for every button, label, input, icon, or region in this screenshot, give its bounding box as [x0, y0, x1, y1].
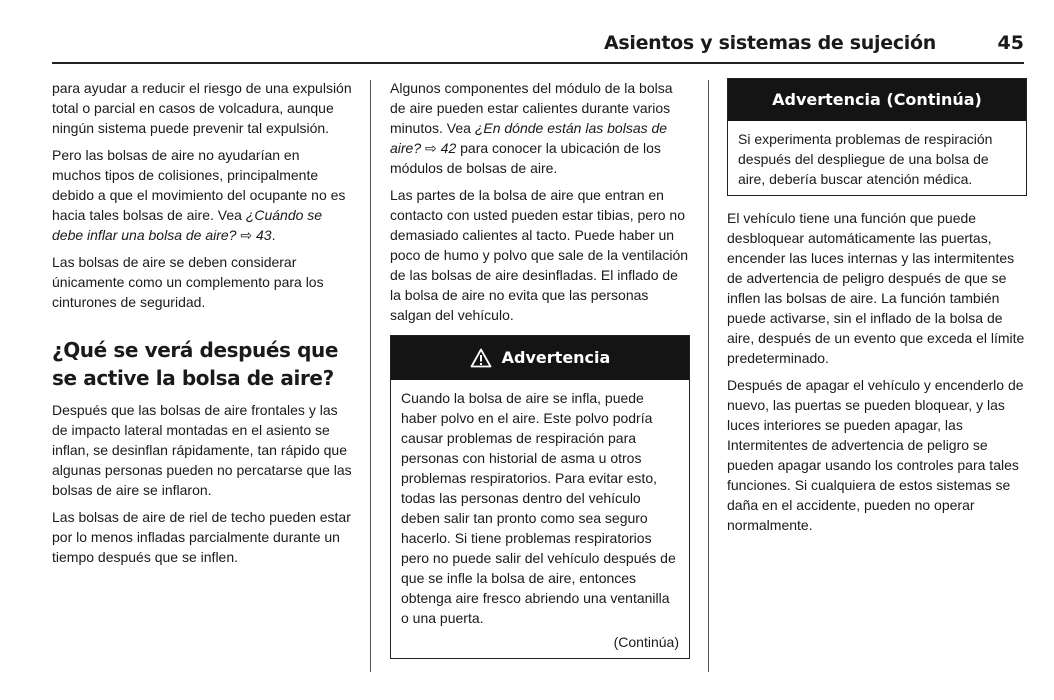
section-title: Asientos y sistemas de sujeción [603, 32, 936, 54]
paragraph [52, 145, 352, 245]
warning-title: Advertencia (Continúa) [772, 90, 982, 109]
cross-reference-title: ¿En dónde están las bolsas de aire? [390, 120, 668, 156]
warning-body [391, 380, 689, 658]
cross-reference-page: 43 [252, 227, 272, 243]
continues-label: (Continúa) [613, 634, 679, 650]
warning-body [728, 121, 1026, 195]
warning-header [728, 79, 1026, 121]
section-heading: ¿Qué se verá después que se active la bolsa de aire? [52, 338, 339, 390]
column-right [727, 78, 1027, 542]
arrow-right-icon: ⇨ [425, 140, 437, 156]
paragraph [390, 78, 690, 178]
arrow-right-icon: ⇨ [240, 227, 253, 243]
paragraph: Las partes de la bolsa de aire que entran en contacto con usted pueden estar tibias, pero no demasiado calientes al tacto. Puede haber un poco de humo y polvo que sale de la ventilación de las bolsas de aire desinfladas. El inflado de la bolsa de aire no evita que las personas salgan del vehículo. [390, 187, 689, 323]
warning-text: Cuando la bolsa de aire se infla, puede haber polvo en el aire. Este polvo podría causar problemas de respiración para personas con historial de asma u otros problemas respiratorios. Para evitar esto, todas las personas dentro del vehículo deben salir tan pronto como sea seguro hacerlo. Si tiene problemas respiratorios pero no puede salir del vehículo después de que se infle la bolsa de aire, entonces obtenga aire fresco abriendo una ventanilla o una puerta. [401, 390, 676, 626]
column-divider [370, 80, 371, 672]
paragraph: Las bolsas de aire se deben considerar únicamente como un complemento para los cinturones de seguridad. [52, 254, 324, 310]
paragraph: para ayudar a reducir el riesgo de una expulsión total o parcial en casos de volcadura, aunque ningún sistema puede prevenir tal expulsión. [52, 80, 352, 136]
column-middle [390, 78, 690, 659]
warning-triangle-icon [470, 348, 492, 368]
column-left [52, 78, 352, 574]
warning-box [390, 335, 690, 659]
paragraph: El vehículo tiene una función que puede desbloquear automáticamente las puertas, encender las luces internas y las intermitentes de advertencia de peligro después de que se inflen las bolsas de aire. La función también puede activarse, sin el inflado de la bolsa de aire, después de un evento que exceda el límite predeterminado. [727, 210, 1025, 366]
paragraph: Después de apagar el vehículo y encenderlo de nuevo, las puertas se pueden bloquear, y las luces interiores se pueden apagar, las Intermitentes de advertencia de peligro se pueden apagar usando los controles para tales funciones. Si cualquiera de estos sistemas se daña en el accidente, pueden no operar normalmente. [727, 377, 1024, 533]
column-divider [708, 80, 709, 672]
paragraph-text: para conocer la ubicación de los módulos de bolsas de aire. [390, 140, 661, 176]
cross-reference-page: 42 [436, 140, 457, 156]
paragraph-text: . [271, 227, 276, 243]
paragraph: Las bolsas de aire de riel de techo pueden estar por lo menos infladas parcialmente durante un tiempo después que se inflen. [52, 509, 351, 565]
page-header [52, 28, 1024, 64]
cross-reference-title: ¿Cuándo se debe inflar una bolsa de aire? [52, 207, 323, 243]
paragraph-text: Pero las bolsas de aire no ayudarían en muchos tipos de colisiones, principalmente debido a que el movimiento del ocupante no es hacia tales bolsas de aire. Vea [52, 147, 346, 223]
warning-title: Advertencia [501, 348, 611, 367]
paragraph: Después que las bolsas de aire frontales y las de impacto lateral montadas en el asiento se inflan, se desinflan rápidamente, tan rápido que algunas personas pueden no percatarse que las bolsas de aire se inflaron. [52, 402, 352, 498]
paragraph-text: Algunos componentes del módulo de la bolsa de aire pueden estar calientes durante varios minutos. Vea [390, 80, 673, 136]
warning-header [391, 336, 689, 380]
page-number: 45 [997, 32, 1024, 54]
warning-text: Si experimenta problemas de respiración después del despliegue de una bolsa de aire, debería buscar atención médica. [738, 131, 993, 187]
warning-box-continued [727, 78, 1027, 196]
